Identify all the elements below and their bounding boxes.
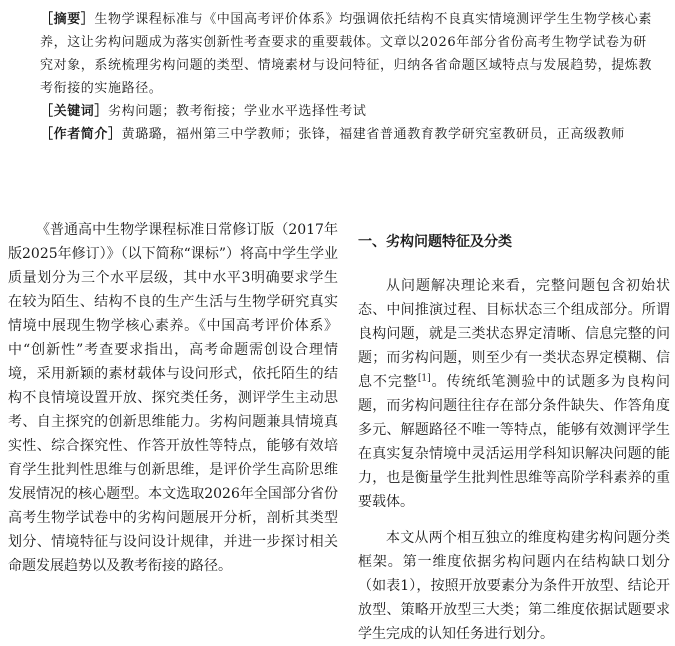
authors-label: ［作者简介］: [40, 127, 122, 142]
front-matter: [40, 8, 655, 146]
authors-text: 黄璐璐，福州第三中学教师；张锋，福建省普通教育教学研究室教研员，正高级教师: [121, 127, 625, 142]
theory-text-a: 从问题解决理论来看，完整问题包含初始状态、中间推演过程、目标状态三个组成部分。所谓良构问题，就是三类状态界定清晰、信息完整的问题；而劣构问题，则至少有一类状态界定模糊、信息不完整: [358, 278, 670, 390]
section-heading: 一、劣构问题特征及分类: [358, 234, 512, 250]
body-right-column: [358, 230, 670, 646]
body-left-column: [8, 218, 338, 578]
theory-paragraph: [358, 274, 670, 514]
framework-paragraph: 本文从两个相互独立的维度构建劣构问题分类框架。第一维度依据劣构问题内在结构缺口划分（如表1），按照开放要素分为条件开放型、结论开放型、策略开放型三大类；第二维度依据试题要求学生完成的认知任务进行划分。: [358, 530, 670, 642]
theory-text-b: 。传统纸笔测验中的试题多为良构问题，而劣构问题往往存在部分条件缺失、作答角度多元、解题路径不唯一等特点，能够有效测评学生在真实复杂情境中灵活运用学科知识解决问题的能力，也是衡量学生批判性思维等高阶学科素养的重要载体。: [358, 374, 671, 510]
keywords-label: ［关键词］: [40, 104, 109, 119]
abstract-label: ［摘要］: [40, 12, 95, 27]
reference-marker: [1]: [417, 373, 431, 384]
intro-paragraph: 《普通高中生物学课程标准日常修订版（2017年版2025年修订）》（以下简称“课标”）将高中学生学业质量划分为三个水平层级，其中水平3明确要求学生在较为陌生、结构不良的生产生活与生物学研究真实情境中展现生物学核心素养。《中国高考评价体系》中“创新性”考查要求指出，高考命题需创设合理情境，采用新颖的素材载体与设问形式，依托陌生的结构不良情境设置开放、探究类任务，测评学生主动思考、自主探究的创新思维能力。劣构问题兼具情境真实性、综合探究性、作答开放性等特点，能够有效培育学生批判性思维与创新思维，是评价学生高阶思维发展情况的核心题型。本文选取2026年全国部分省份高考生物学试卷中的劣构问题展开分析，剖析其类型划分、情境特征与设问设计规律，并进一步探讨相关命题发展趋势以及教考衔接的路径。: [8, 222, 338, 574]
keywords: [40, 100, 655, 123]
authors: [40, 123, 655, 146]
keywords-text: 劣构问题；教考衔接；学业水平选择性考试: [108, 104, 367, 119]
abstract-text: 生物学课程标准与《中国高考评价体系》均强调依托结构不良真实情境测评学生生物学核心素养，这让劣构问题成为落实创新性考查要求的重要载体。文章以2026年部分省份高考生物学试卷为研究对象，系统梳理劣构问题的类型、情境素材与设问特征，归纳各省命题区域特点与发展趋势，提炼教考衔接的实施路径。: [40, 12, 653, 96]
abstract: [40, 8, 655, 100]
